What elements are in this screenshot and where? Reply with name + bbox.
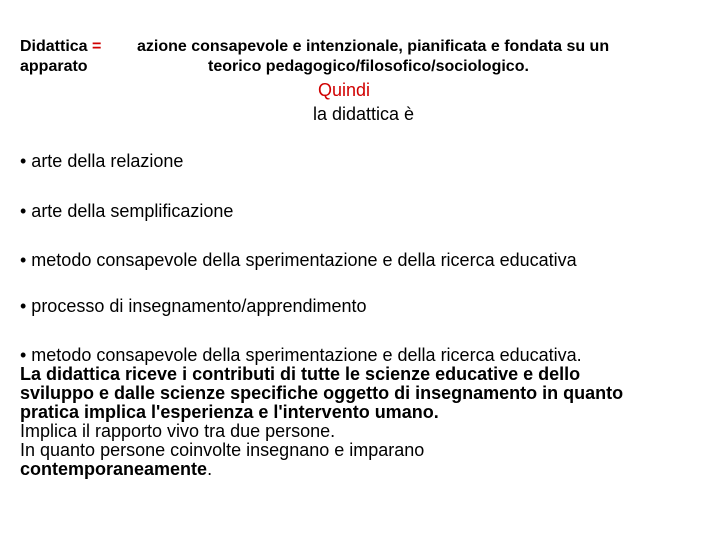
subtitle: la didattica è: [313, 104, 415, 124]
paragraph-line: sviluppo e dalle scienze specifiche oggetto di insegnamento in quanto: [20, 383, 624, 403]
paragraph-line: In quanto persone coinvolte insegnano e imparano: [20, 440, 425, 460]
term-label-line2: apparato: [20, 58, 88, 75]
paragraph-line: La didattica riceve i contributi di tutte le scienze educative e dello: [20, 364, 581, 384]
bullet-item: • arte della relazione: [20, 151, 184, 171]
equals-sign: =: [92, 38, 102, 55]
term-label: [20, 38, 101, 56]
definition-line2: teorico pedagogico/filosofico/sociologico.: [208, 58, 529, 75]
paragraph-line-last: [20, 460, 710, 479]
quindi-heading: Quindi: [318, 80, 371, 100]
definition-line1: azione consapevole e intenzionale, pianificata e fondata su un: [137, 38, 610, 55]
paragraph-line: pratica implica l'esperienza e l'intervento umano.: [20, 402, 439, 422]
bullet-item: • processo di insegnamento/apprendimento: [20, 296, 367, 316]
paragraph-line: • metodo consapevole della sperimentazione e della ricerca educativa.: [20, 345, 582, 365]
paragraph-period: .: [207, 459, 213, 479]
bullet-item: • arte della semplificazione: [20, 201, 234, 221]
term-word: Didattica: [20, 38, 88, 55]
paragraph: [20, 346, 710, 479]
bullet-item: • metodo consapevole della sperimentazione e della ricerca educativa: [20, 250, 577, 270]
paragraph-line: Implica il rapporto vivo tra due persone.: [20, 421, 336, 441]
paragraph-word: contemporaneamente: [20, 459, 208, 479]
